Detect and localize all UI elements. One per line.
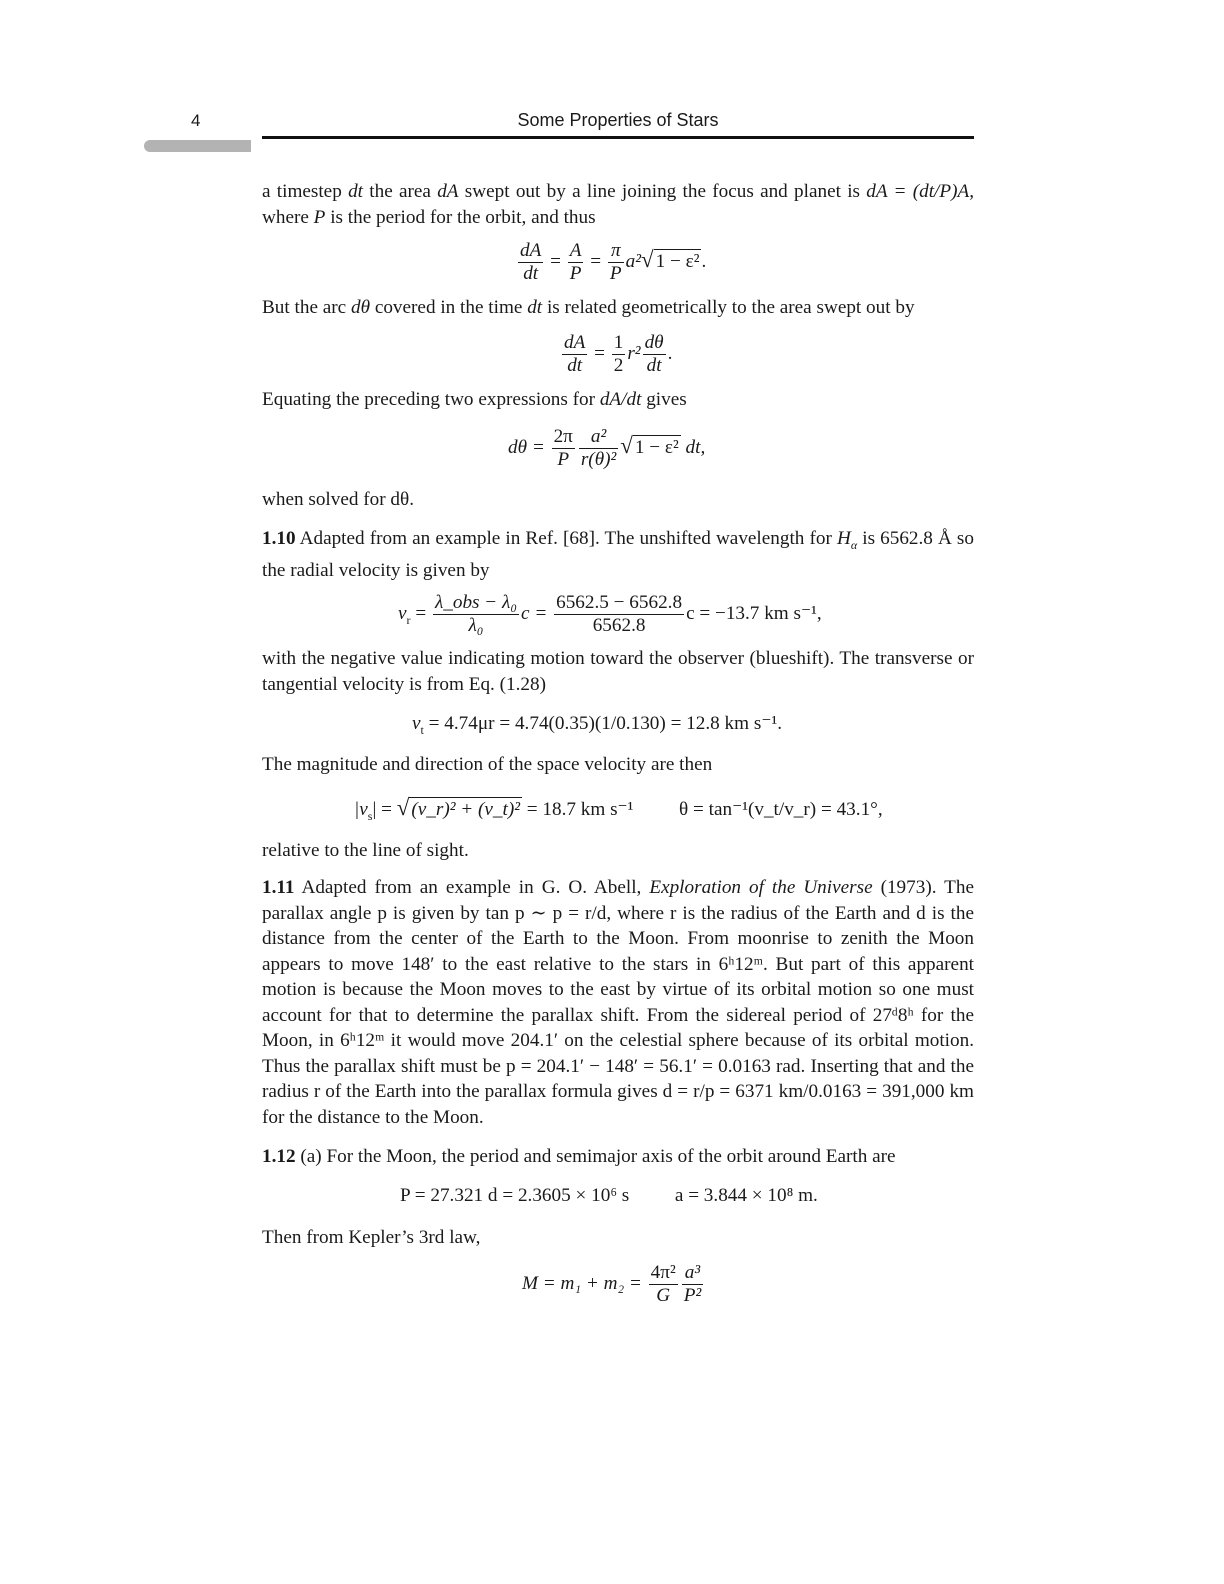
- page-number: 4: [191, 111, 201, 130]
- equation-kepler-mass: M = m₁ + m₂ = $\frac{\text{4π²}}{G}$ $\frac{\text{a³}}{\text{P²}}$: [522, 1262, 702, 1307]
- equation-dtheta: dθ = $\frac{2\pi}{P}$ $\frac{\text{a²}}{\text{r(θ)²}}$ √ 1 − ε² dt,: [508, 426, 706, 471]
- paragraph-solved: when solved for dθ.: [262, 489, 415, 510]
- equation-tangential-velocity: $v_t = 4.74\mu r = 4.74(0.35)(1/0.130) = 12.8$ km s⁻¹.: [412, 713, 783, 737]
- equation-arc-area: $\frac{dA}{dt}$ = $\frac{1}{2}$ r² $\frac{d\theta}{dt}$ .: [564, 332, 673, 377]
- header-rule: [262, 136, 974, 139]
- paragraph-area-swept: a timestep dt the area dA swept out by a line joining the focus and planet is dA = (dt/P)A, where P is the period for the orbit, and thus: [262, 181, 974, 228]
- solution-1-11: 1.11 Adapted from an example in G. O. Abell, Exploration of the Universe (1973). The parallax angle p is given by tan p ∼ p = r/d, where r is the radius of the Earth and d is the distance from the center of the Earth to the Moon. From moonrise to zenith the Moon appears to move 148′ to the east relative to the stars in 6ʰ12ᵐ. But part of this apparent motion is because the Moon moves to the east by virtue of its orbital motion so one must account for that to determine the parallax shift. From the sidereal period of 27ᵈ8ʰ for the Moon, in 6ʰ12ᵐ it would move 204.1′ on the celestial sphere because of its orbital motion. Thus the parallax shift must be p = 204.1′ − 148′ = 56.1′ = 0.0163 rad. Inserting that and the radius r of the Earth into the parallax formula gives d = r/p = 6371 km/0.0163 = 391,000 km for the distance to the Moon.: [262, 877, 974, 1128]
- paragraph-blueshift: with the negative value indicating motion toward the observer (blueshift). The transverse or tangential velocity is from Eq. (1.28): [262, 648, 974, 695]
- running-head-title: Some Properties of Stars: [517, 110, 719, 130]
- solution-1-12: 1.12 (a) For the Moon, the period and semimajor axis of the orbit around Earth are: [262, 1146, 896, 1167]
- chapter-thumb-tab: [144, 140, 251, 152]
- equation-space-velocity: $|v_s|$ = √ (v_r)² + (v_t)² = 18.7 km s⁻¹ θ = tan⁻¹(v_t/v_r) = 43.1°,: [354, 795, 883, 823]
- paragraph-line-of-sight: relative to the line of sight.: [262, 840, 469, 861]
- paragraph-arc-covered: But the arc dθ covered in the time dt is related geometrically to the area swept out by: [262, 297, 915, 318]
- paragraph-equating: Equating the preceding two expressions for dA/dt gives: [262, 389, 687, 410]
- paragraph-space-velocity: The magnitude and direction of the space velocity are then: [262, 754, 713, 775]
- equation-moon-orbit: P = 27.321 d = 2.3605 × 10⁶ s a = 3.844 × 10⁸ m.: [400, 1185, 818, 1206]
- equation-area-rate: $\frac{dA}{dt}$ = $\frac{A}{P}$ = $\frac{\pi}{P}$ a²√ 1 − ε² .: [520, 240, 707, 285]
- paragraph-kepler: Then from Kepler’s 3rd law,: [262, 1227, 481, 1248]
- equation-radial-velocity: $v_r$ = $\frac{\text{λ\_obs − λ₀}}{\text{λ₀}}$ c = $\frac{6562.5 - 6562.8}{6562.8}$ c = −13.7 km s⁻¹,: [398, 592, 822, 637]
- solution-1-10: 1.10 Adapted from an example in Ref. [68]. The unshifted wavelength for $H_\alpha$ is 6562.8 Å so the radial velocity is given by: [262, 528, 974, 582]
